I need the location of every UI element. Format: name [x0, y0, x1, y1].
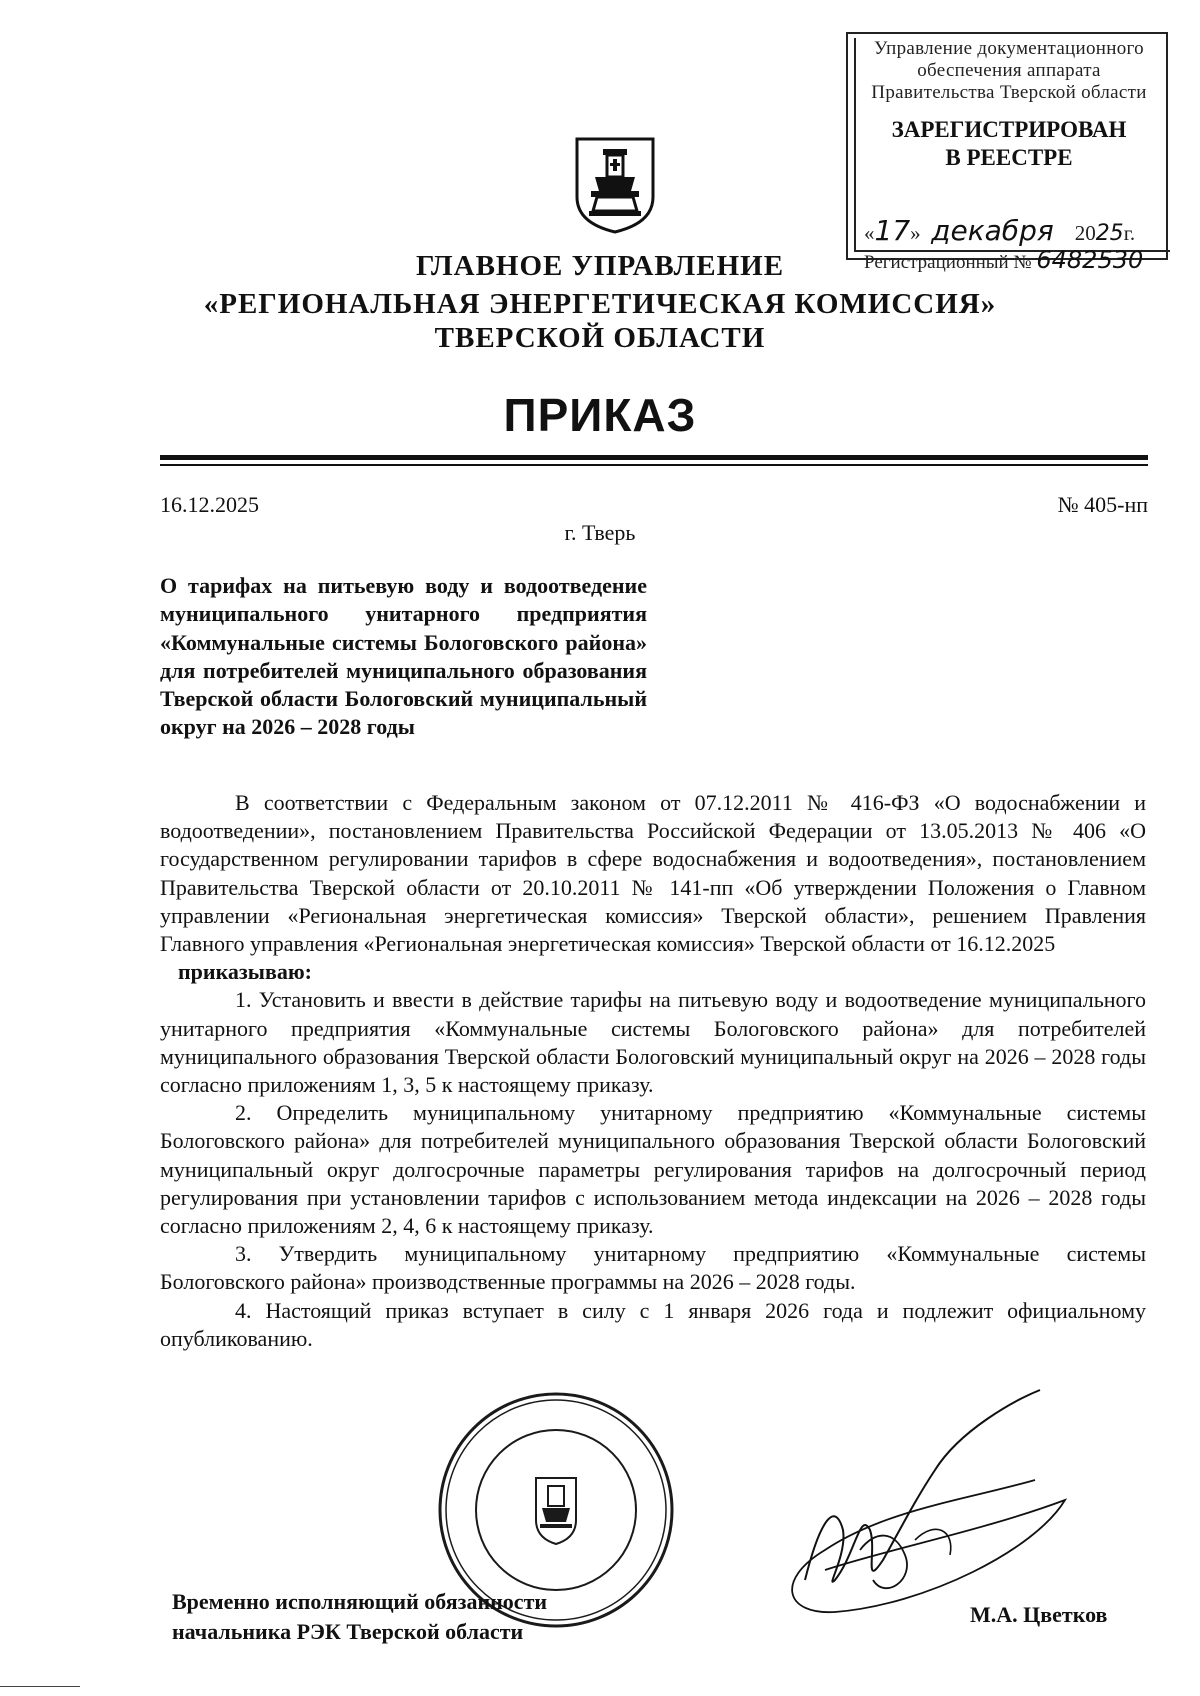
signatory-position-line-1: Временно исполняющий обязанности — [172, 1589, 548, 1614]
stamp-status-line-1: ЗАРЕГИСТРИРОВАН — [891, 117, 1127, 142]
stamp-dept-line-1: Управление документационного — [874, 38, 1144, 59]
document-body — [160, 789, 1146, 1353]
stamp-date-year-prefix: 20 — [1074, 221, 1096, 245]
order-word: приказываю: — [178, 959, 312, 985]
signatory-position-line-2: начальника РЭК Тверской области — [172, 1619, 524, 1644]
stamp-date-month: декабря — [931, 214, 1054, 247]
document-subject: О тарифах на питьевую воду и водоотведение муниципального унитарного предприятия «Коммунальные системы Бологовского района» для потребителей муниципального образования Тверской области Бологовский муниципальный округ на 2026 – 2028 годы — [160, 573, 647, 740]
order-item-1: 1. Установить и ввести в действие тарифы на питьевую воду и водоотведение муниципального унитарного предприятия «Коммунальные системы Бологовского района» для потребителей муниципального образования Тверской области Бологовский муниципальный округ на 2026 – 2028 годы согласно приложениям 1, 3, 5 к настоящему приказу. — [160, 987, 1146, 1098]
preamble-paragraph: В соответствии с Федеральным законом от 07.12.2011 № 416-ФЗ «О водоснабжении и водоотведении», постановлением Правительства Российской Федерации от 13.05.2013 № 406 «О государственном регулировании тарифов в сфере водоснабжения и водоотведения», постановлением Правительства Тверской области от 20.10.2011 № 141-пп «Об утверждении Положения о Главном управлении «Региональная энергетическая комиссия» Тверской области», решением Правления Главного управления «Региональная энергетическая комиссия» Тверской области от 16.12.2025 — [160, 790, 1146, 957]
handwritten-signature — [765, 1380, 1075, 1620]
stamp-dept-line-3: Правительства Тверской области — [871, 82, 1147, 103]
org-title-line-1: ГЛАВНОЕ УПРАВЛЕНИЕ — [415, 250, 785, 282]
document-type-title: ПРИКАЗ — [503, 389, 697, 441]
order-item-2: 2. Определить муниципальному унитарному предприятию «Коммунальные системы Бологовского района» для потребителей муниципального образования Тверской области Бологовский муниципальный округ долгосрочные параметры регулирования тарифов на долгосрочный период регулирования при установлении тарифов с использованием метода индексации на 2026 – 2028 годы согласно приложениям 2, 4, 6 к настоящему приказу. — [160, 1100, 1146, 1239]
document-date: 16.12.2025 — [160, 492, 259, 517]
coat-of-arms-icon — [573, 135, 657, 235]
stamp-date-day: 17 — [874, 214, 911, 247]
document-number: № 405-нп — [1057, 492, 1148, 517]
order-item-4: 4. Настоящий приказ вступает в силу с 1 января 2026 года и подлежит официальному опубликованию. — [160, 1297, 1146, 1351]
org-title-line-2: «РЕГИОНАЛЬНАЯ ЭНЕРГЕТИЧЕСКАЯ КОМИССИЯ» — [203, 288, 997, 320]
footer-line — [0, 1686, 80, 1687]
document-city: г. Тверь — [564, 520, 636, 545]
org-title-line-3: ТВЕРСКОЙ ОБЛАСТИ — [434, 322, 766, 354]
stamp-dept-line-2: обеспечения аппарата — [917, 60, 1101, 81]
stamp-reg-label: Регистрационный № — [864, 252, 1032, 273]
order-item-3: 3. Утвердить муниципальному унитарному предприятию «Коммунальные системы Бологовского района» производственные программы на 2026 – 2028 годы. — [160, 1241, 1146, 1295]
stamp-date-year-unit: г. — [1123, 221, 1136, 245]
stamp-reg-number-value: 6482530 — [1036, 246, 1144, 274]
registration-stamp — [846, 32, 1168, 274]
header-divider-thin — [160, 464, 1148, 466]
header-divider-thick — [160, 455, 1148, 460]
stamp-status-line-2: В РЕЕСТРЕ — [945, 145, 1073, 170]
signatory-position — [172, 1587, 547, 1647]
signatory-name: М.А. Цветков — [970, 1602, 1108, 1627]
stamp-registration-date: «17» декабря 2025г. — [864, 214, 1136, 247]
stamp-date-year-suffix: 25 — [1095, 221, 1124, 246]
